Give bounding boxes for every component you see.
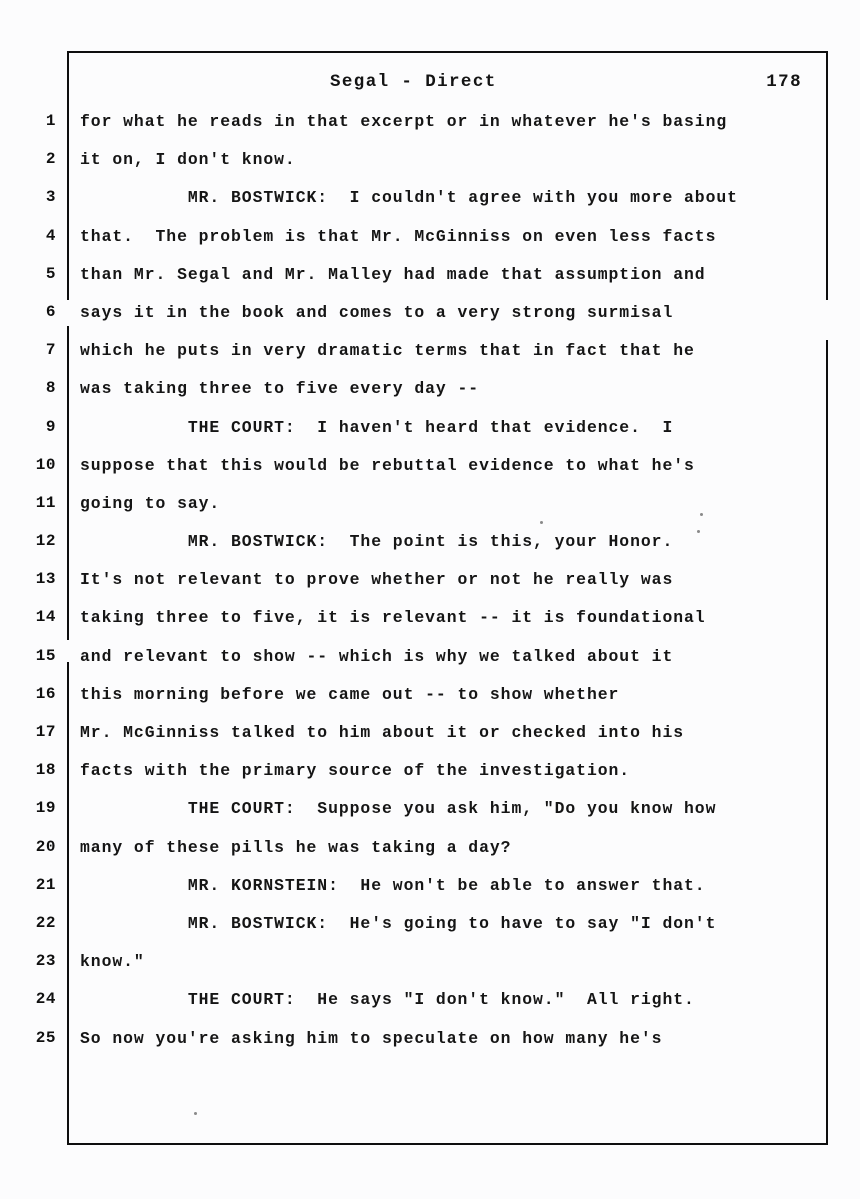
border-artifact [269, 102, 389, 105]
transcript-line [0, 494, 860, 532]
line-number: 1 [45, 112, 56, 130]
transcript-line [0, 532, 860, 570]
line-number: 16 [35, 684, 56, 703]
scan-speck [700, 513, 703, 516]
line-text: know." [80, 952, 145, 972]
transcript-line [0, 990, 860, 1028]
scan-speck [540, 521, 543, 524]
line-number: 2 [45, 150, 56, 169]
border-artifact [539, 102, 629, 105]
transcript-line [0, 303, 860, 341]
line-text: MR. BOSTWICK: The point is this, your Honor. [80, 532, 674, 552]
line-text: it on, I don't know. [80, 150, 296, 170]
line-number: 11 [35, 493, 56, 512]
line-number: 4 [45, 226, 56, 245]
line-number: 22 [35, 913, 56, 932]
line-text: that. The problem is that Mr. McGinniss on even less facts [80, 226, 717, 246]
line-number: 7 [45, 341, 56, 360]
line-text: this morning before we came out -- to show whether [80, 684, 620, 704]
line-number: 9 [45, 417, 56, 436]
transcript-line [0, 379, 860, 417]
transcript-line [0, 876, 860, 914]
line-text: THE COURT: Suppose you ask him, "Do you know how [80, 799, 717, 819]
transcript-line [0, 647, 860, 685]
line-number: 17 [35, 723, 56, 741]
transcript-line [0, 112, 860, 150]
line-number: 25 [35, 1028, 56, 1047]
line-text: which he puts in very dramatic terms that in fact that he [80, 341, 695, 361]
line-text: for what he reads in that excerpt or in whatever he's basing [80, 112, 728, 131]
line-number: 23 [35, 952, 56, 971]
transcript-line [0, 723, 860, 761]
line-text: facts with the primary source of the investigation. [80, 761, 631, 781]
line-text: It's not relevant to prove whether or not he really was [80, 570, 674, 590]
line-text: was taking three to five every day -- [80, 379, 480, 399]
line-text: MR. BOSTWICK: I couldn't agree with you more about [80, 188, 738, 208]
line-text: So now you're asking him to speculate on how many he's [80, 1028, 663, 1048]
line-number: 8 [45, 379, 56, 398]
transcript-line [0, 1029, 860, 1067]
transcript-line [0, 150, 860, 188]
line-number: 21 [35, 875, 56, 894]
line-number: 13 [35, 570, 56, 589]
line-number: 10 [35, 455, 56, 474]
line-text: says it in the book and comes to a very strong surmisal [80, 302, 674, 322]
line-number: 14 [35, 608, 56, 627]
transcript-line [0, 914, 860, 952]
scan-speck [194, 1112, 197, 1115]
line-text: and relevant to show -- which is why we talked about it [80, 646, 674, 666]
header-title: Segal - Direct [330, 72, 497, 92]
line-number: 6 [45, 302, 56, 321]
transcript-line [0, 838, 860, 876]
line-number: 15 [35, 646, 56, 665]
transcript-line [0, 952, 860, 990]
line-text: than Mr. Segal and Mr. Malley had made that assumption and [80, 264, 706, 284]
line-number: 3 [45, 188, 56, 207]
line-text: going to say. [80, 493, 221, 513]
line-text: THE COURT: He says "I don't know." All right. [80, 990, 695, 1010]
line-number: 19 [35, 799, 56, 818]
transcript-line [0, 418, 860, 456]
transcript-line [0, 799, 860, 837]
transcript-line [0, 265, 860, 303]
transcript-line [0, 188, 860, 226]
line-number: 18 [35, 761, 56, 780]
line-text: MR. BOSTWICK: He's going to have to say "I don't [80, 913, 717, 933]
line-text: Mr. McGinniss talked to him about it or checked into his [80, 723, 685, 742]
transcript-line [0, 456, 860, 494]
scan-speck [697, 530, 700, 533]
transcript-line [0, 341, 860, 379]
line-number: 24 [35, 990, 56, 1009]
line-text: taking three to five, it is relevant -- it is foundational [80, 608, 706, 628]
transcript-line-list [0, 112, 860, 1067]
line-text: THE COURT: I haven't heard that evidence. I [80, 417, 674, 437]
line-number: 5 [45, 264, 56, 283]
transcript-line [0, 227, 860, 265]
transcript-line [0, 570, 860, 608]
page-header [80, 72, 804, 100]
line-text: MR. KORNSTEIN: He won't be able to answer that. [80, 875, 706, 895]
transcript-line [0, 685, 860, 723]
page-number: 178 [766, 72, 802, 92]
line-number: 12 [35, 532, 56, 551]
line-text: many of these pills he was taking a day? [80, 837, 512, 857]
transcript-line [0, 761, 860, 799]
transcript-line [0, 608, 860, 646]
line-text: suppose that this would be rebuttal evidence to what he's [80, 455, 695, 475]
line-number: 20 [35, 837, 56, 856]
